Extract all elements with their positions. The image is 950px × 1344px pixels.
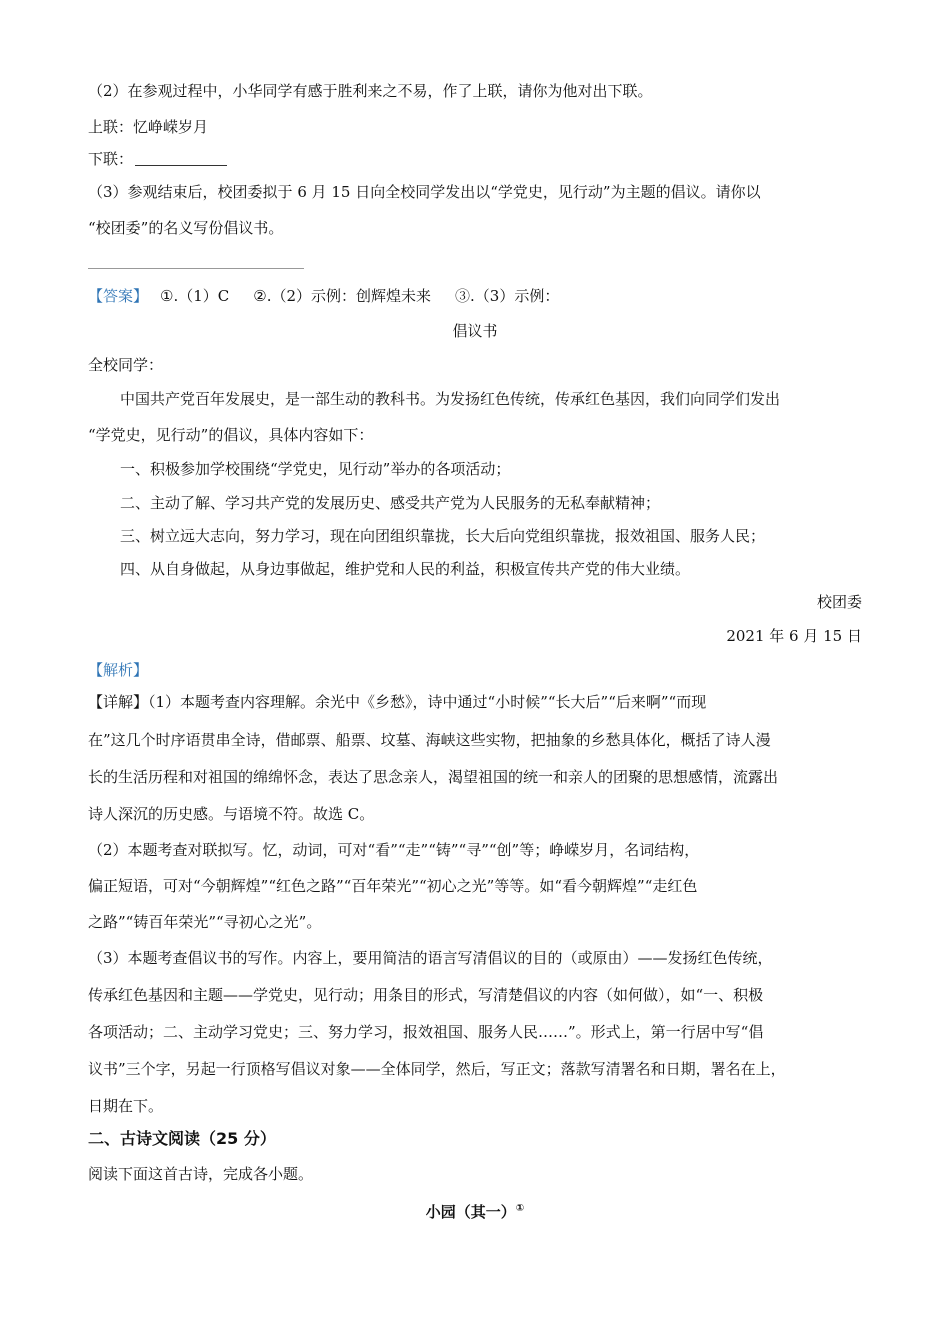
q2-lower-label: 下联： — [88, 150, 134, 168]
analysis-line: 之路”“铸百年荣光”“寻初心之光”。 — [88, 913, 322, 931]
analysis-line: 日期在下。 — [88, 1097, 164, 1115]
letter-body-line-1: 中国共产党百年发展史，是一部生动的教科书。为发扬红色传统，传承红色基因，我们向同学们发出 — [120, 390, 781, 408]
answer-1: ①.（1）C — [160, 287, 230, 305]
q2-lower-couplet — [88, 149, 227, 169]
poem-title — [0, 1199, 950, 1222]
analysis-line: 【详解】（1）本题考查内容理解。余光中《乡愁》，诗中通过“小时候”“长大后”“后来啊”“而现 — [88, 693, 707, 711]
analysis-line: 各项活动；二、主动学习党史；三、努力学习，报效祖国、服务人民……”。形式上，第一行居中写“倡 — [88, 1023, 764, 1041]
answer-line — [88, 286, 559, 306]
section-instruction: 阅读下面这首古诗，完成各小题。 — [88, 1165, 314, 1183]
letter-body-line-2: “学党史，见行动”的倡议，具体内容如下： — [88, 426, 374, 444]
analysis-line: 在”这几个时序语贯串全诗，借邮票、船票、坟墓、海峡这些实物，把抽象的乡愁具体化，概括了诗人漫 — [88, 731, 771, 749]
letter-item-3: 三、树立远大志向，努力学习，现在向团组织靠拢，长大后向党组织靠拢，报效祖国、服务人民； — [120, 527, 766, 545]
answer-tag: 【答案】 — [88, 287, 149, 305]
analysis-tag: 【解析】 — [88, 661, 149, 679]
poem-title-text: 小园（其一） — [425, 1203, 516, 1221]
analysis-line: 偏正短语，可对“今朝辉煌”“红色之路”“百年荣光”“初心之光”等等。如“看今朝辉煌”“走红色 — [88, 877, 698, 895]
q2-prompt: （2）在参观过程中，小华同学有感于胜利来之不易，作了上联，请你为他对出下联。 — [88, 82, 653, 100]
letter-item-4: 四、从自身做起，从身边事做起，维护党和人民的利益，积极宣传共产党的伟大业绩。 — [120, 560, 691, 578]
analysis-line: （2）本题考查对联拟写。忆，动词，可对“看”“走”“铸”“寻”“创”等；峥嵘岁月，名词结构， — [88, 841, 700, 859]
letter-item-1: 一、积极参加学校围绕“学党史，见行动”举办的各项活动； — [120, 460, 511, 478]
footnote-marker: ① — [515, 1203, 525, 1214]
divider — [88, 268, 304, 269]
q3-prompt-line-1: （3）参观结束后，校团委拟于 6 月 15 日向全校同学发出以“学党史，见行动”为主题的倡议。请你以 — [88, 183, 761, 201]
analysis-line: 长的生活历程和对祖国的绵绵怀念，表达了思念亲人，渴望祖国的统一和亲人的团聚的思想感情，流露出 — [88, 768, 779, 786]
analysis-line: 诗人深沉的历史感。与语境不符。故选 C。 — [88, 805, 375, 823]
analysis-line: 传承红色基因和主题——学党史，见行动；用条目的形式，写清楚倡议的内容（如何做），如“一、积极 — [88, 986, 764, 1004]
analysis-line: 议书”三个字，另起一行顶格写倡议对象——全体同学，然后，写正文；落款写清署名和日期，署名在上， — [88, 1060, 786, 1078]
letter-title: 倡议书 — [452, 322, 498, 340]
answer-3: ③.（3）示例： — [455, 287, 560, 305]
q3-prompt-line-2: “校团委”的名义写份倡议书。 — [88, 219, 284, 237]
section-heading: 二、古诗文阅读（25 分） — [88, 1129, 276, 1148]
analysis-line: （3）本题考查倡议书的写作。内容上，要用简洁的语言写清倡议的目的（或原由）——发扬红色传统， — [88, 949, 773, 967]
letter-greeting: 全校同学： — [88, 356, 164, 374]
q2-upper-couplet: 上联：忆峥嵘岁月 — [88, 118, 209, 136]
answer-2: ②.（2）示例：创辉煌未来 — [253, 287, 432, 305]
letter-signature: 校团委 — [816, 593, 862, 611]
answer-blank — [135, 151, 227, 166]
letter-date: 2021 年 6 月 15 日 — [726, 627, 862, 645]
letter-item-2: 二、主动了解、学习共产党的发展历史、感受共产党为人民服务的无私奉献精神； — [120, 494, 661, 512]
